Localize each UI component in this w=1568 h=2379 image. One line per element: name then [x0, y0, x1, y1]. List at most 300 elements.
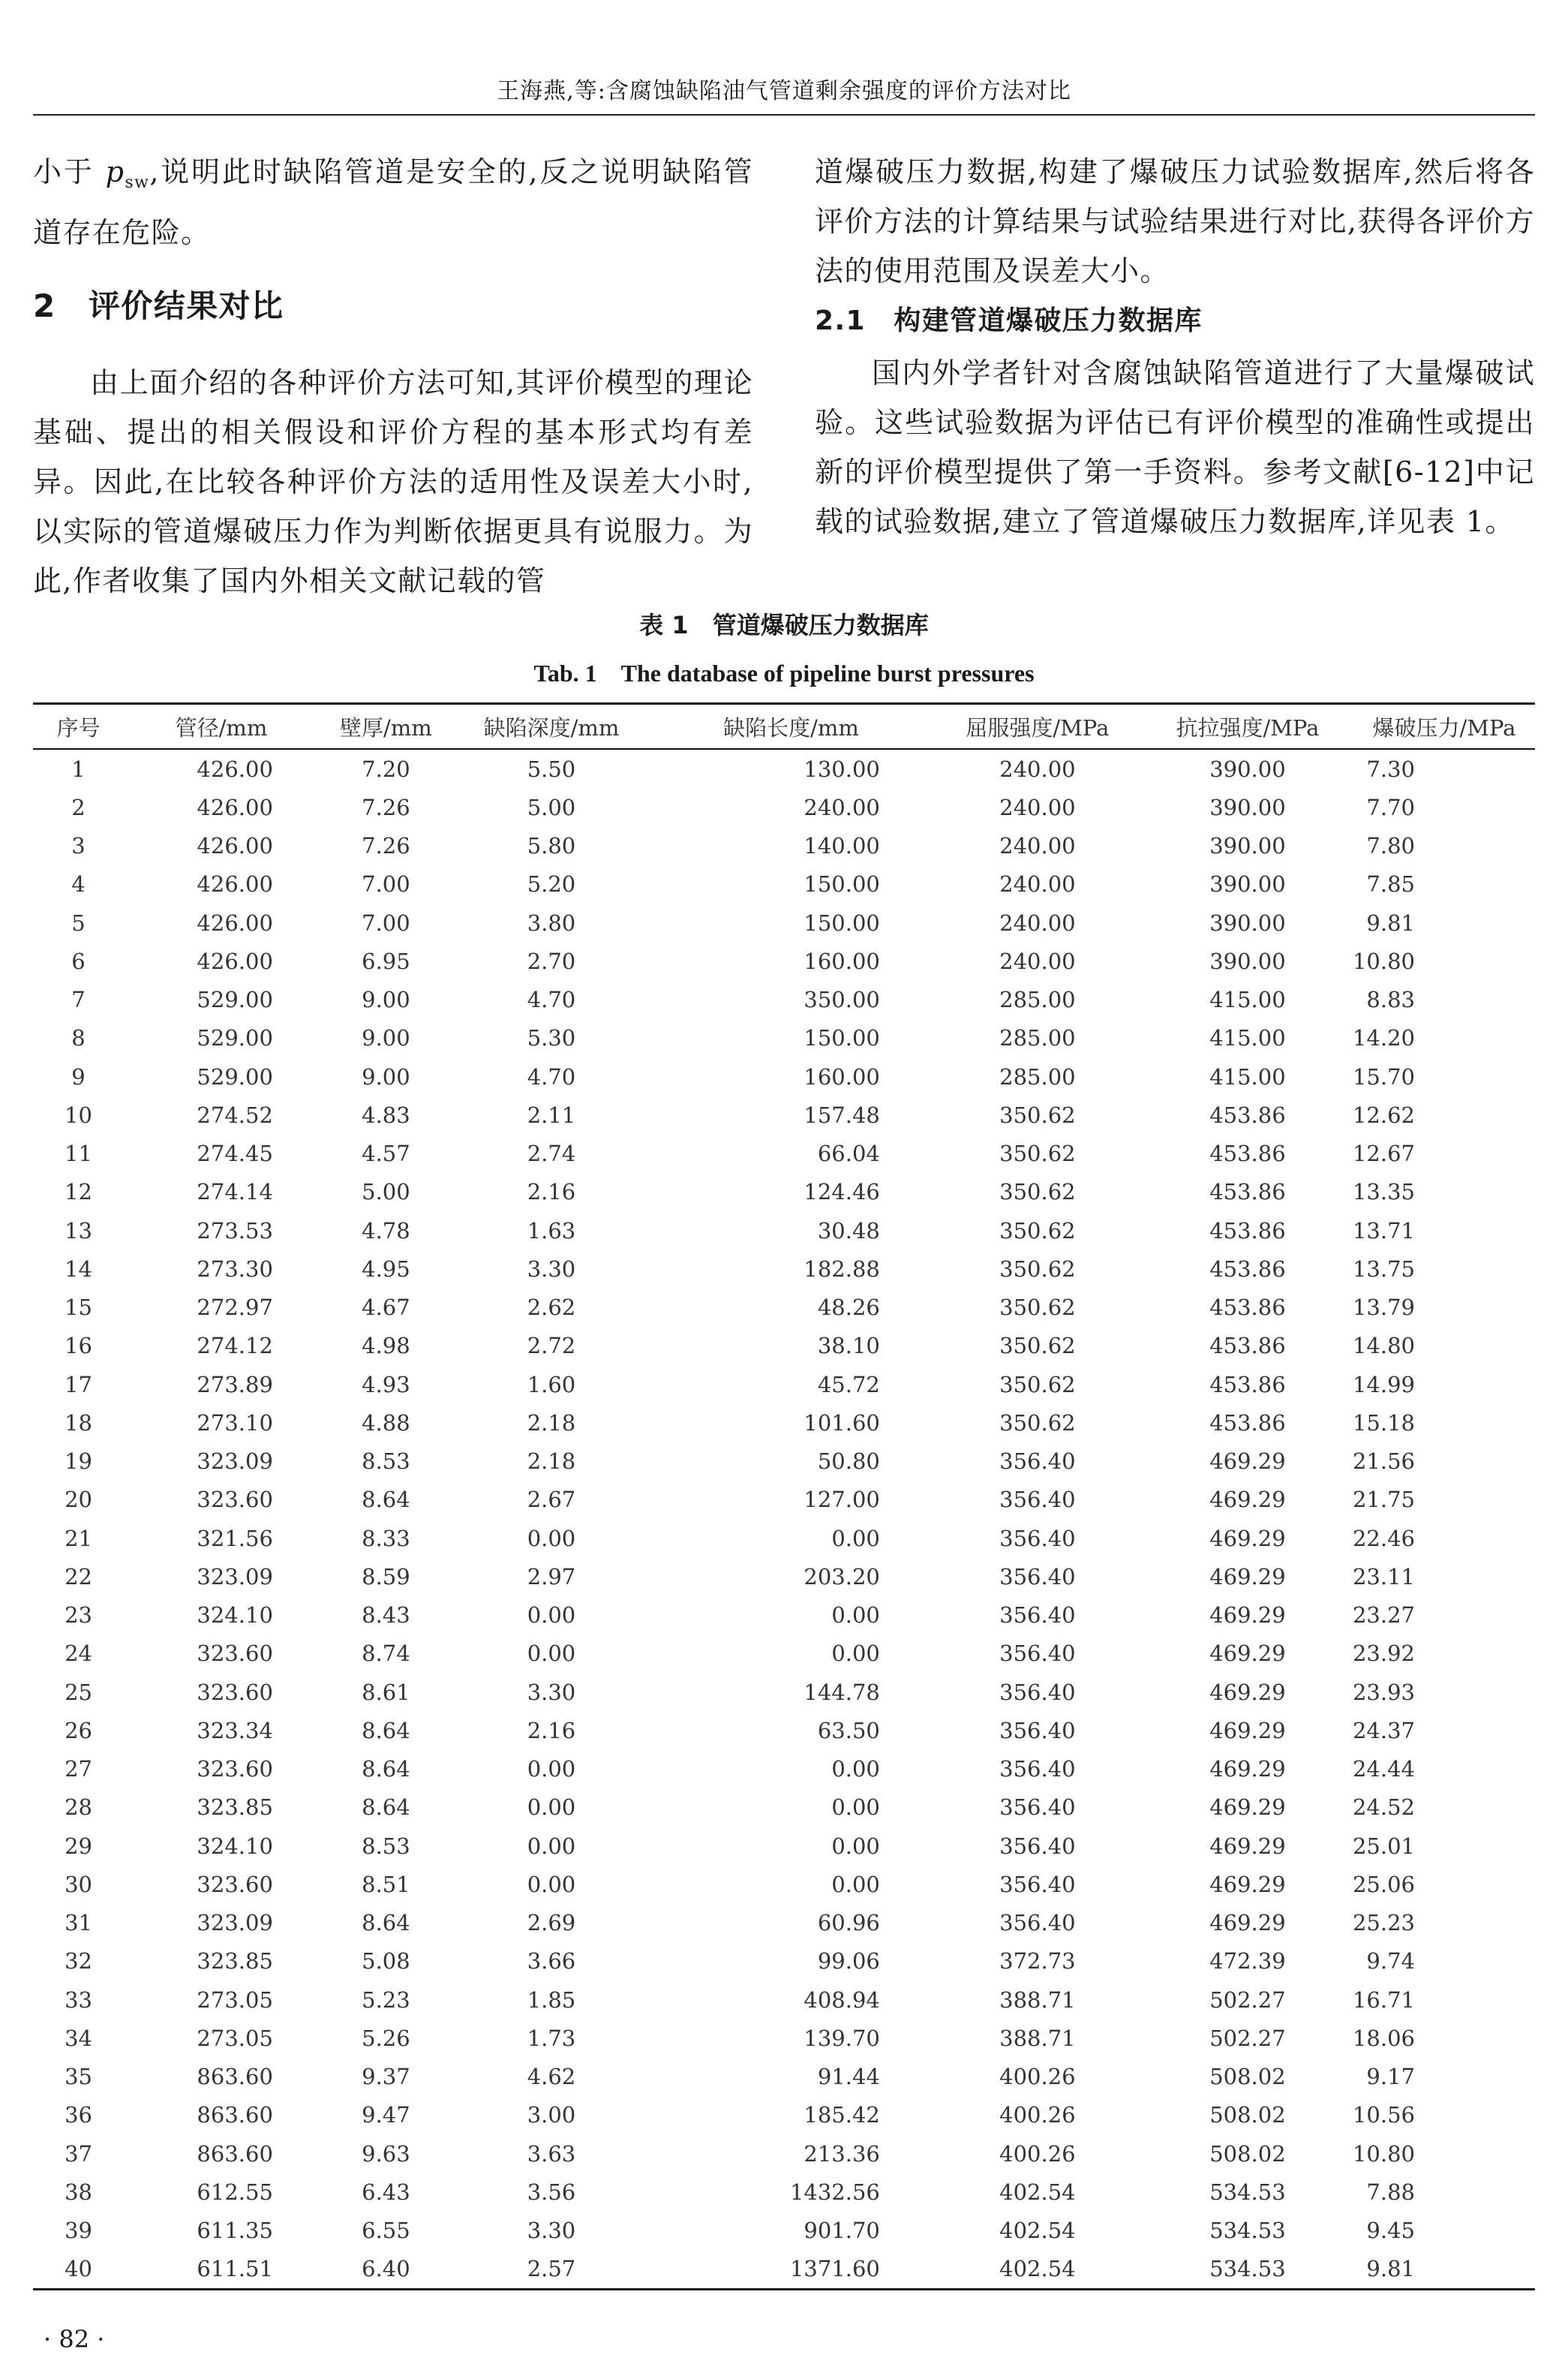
- table-cell: 4.70: [527, 1063, 576, 1090]
- table-cell: 21.75: [1352, 1487, 1415, 1513]
- table-cell: 0.00: [831, 1871, 880, 1897]
- table-cell: 0.00: [831, 1756, 880, 1782]
- table-cell: 99.06: [817, 1948, 880, 1974]
- table-cell: 240.00: [999, 833, 1076, 859]
- table-row: [33, 2173, 1535, 2211]
- table-cell: 529.00: [197, 1025, 273, 1051]
- table-cell: 5.08: [362, 1948, 410, 1974]
- table-cell: 1371.60: [649, 2250, 933, 2290]
- table-cell: 30.48: [817, 1217, 880, 1244]
- table-cell: 150.00: [804, 910, 880, 936]
- table-cell: 5: [71, 910, 86, 936]
- table-cell: 426.00: [197, 833, 273, 859]
- table-cell: 23.92: [1352, 1641, 1415, 1667]
- table-cell: 323.34: [197, 1717, 273, 1743]
- table-row: [33, 2212, 1535, 2250]
- table-row: [33, 1289, 1535, 1327]
- table-cell: 24: [65, 1641, 92, 1667]
- table-cell: 14.20: [1352, 1025, 1415, 1051]
- section-heading: 2 评价结果对比: [33, 287, 284, 324]
- subsection-heading: 2.1 构建管道爆破压力数据库: [815, 305, 1203, 336]
- right-column: [815, 147, 1535, 546]
- table-cell: 21: [65, 1525, 92, 1551]
- table-cell: 9.81: [1353, 2250, 1535, 2290]
- table-row: [33, 749, 1535, 788]
- table-row: [33, 865, 1535, 904]
- table-cell: 9.47: [362, 2102, 410, 2128]
- table-cell: 863.60: [197, 2064, 273, 2090]
- table-cell: 7.30: [1366, 756, 1415, 782]
- column-header: 缺陷长度/mm: [649, 704, 933, 750]
- table-cell: 453.86: [1209, 1409, 1286, 1436]
- table-cell: 8.83: [1366, 987, 1415, 1013]
- table-cell: 91.44: [817, 2064, 880, 2090]
- running-header: 王海燕,等:含腐蚀缺陷油气管道剩余强度的评价方法对比: [497, 78, 1071, 104]
- table-cell: 130.00: [804, 756, 880, 782]
- table-cell: 426.00: [197, 910, 273, 936]
- table-cell: 534.53: [1143, 2250, 1353, 2290]
- table-cell: 323.09: [197, 1563, 273, 1590]
- table-cell: 4.57: [362, 1141, 410, 1167]
- table-row: [33, 1750, 1535, 1788]
- table-cell: 6.40: [318, 2250, 454, 2290]
- table-cell: 7.00: [362, 910, 410, 936]
- table-cell: 0.00: [831, 1833, 880, 1859]
- table-cell: 27: [65, 1756, 92, 1782]
- table-row: [33, 788, 1535, 826]
- table-cell: 16.71: [1352, 1987, 1415, 2013]
- table-cell: 139.70: [804, 2025, 880, 2051]
- table-cell: 14: [65, 1256, 92, 1282]
- table-cell: 388.71: [999, 1987, 1076, 2013]
- table-cell: 323.09: [197, 1910, 273, 1936]
- table-cell: 25: [65, 1679, 92, 1705]
- burst-pressure-table: [33, 702, 1535, 2290]
- table-cell: 8.64: [362, 1717, 410, 1743]
- table-cell: 350.62: [999, 1295, 1076, 1321]
- table-cell: 323.60: [197, 1756, 273, 1782]
- table-cell: 390.00: [1209, 833, 1286, 859]
- table-cell: 356.40: [999, 1602, 1076, 1629]
- table-cell: 9.00: [362, 1063, 410, 1090]
- table-cell: 32: [65, 1948, 92, 1974]
- table-cell: 324.10: [197, 1602, 273, 1629]
- table-cell: 4.95: [362, 1256, 410, 1282]
- table-cell: 3.30: [527, 2218, 576, 2244]
- table-row: [33, 1096, 1535, 1134]
- table-cell: 415.00: [1209, 987, 1286, 1013]
- table-row: [33, 1057, 1535, 1096]
- table-cell: 324.10: [197, 1833, 273, 1859]
- table-cell: 6: [71, 948, 86, 974]
- table-cell: 402.54: [933, 2250, 1143, 2290]
- table-cell: 356.40: [999, 1525, 1076, 1551]
- table-row: [33, 1635, 1535, 1673]
- table-cell: 8.51: [362, 1871, 410, 1897]
- table-cell: 9.17: [1366, 2064, 1415, 2090]
- table-cell: 529.00: [197, 1063, 273, 1090]
- table-cell: 400.26: [999, 2140, 1076, 2167]
- table-cell: 4.67: [362, 1295, 410, 1321]
- table-cell: 350.62: [999, 1141, 1076, 1167]
- table-cell: 7.85: [1366, 871, 1415, 898]
- table-cell: 6.55: [362, 2218, 410, 2244]
- table-cell: 6.43: [362, 2179, 410, 2205]
- table-cell: 18: [65, 1409, 92, 1436]
- table-cell: 9: [71, 1063, 86, 1090]
- table-row: [33, 1673, 1535, 1711]
- table-cell: 2.69: [527, 1910, 576, 1936]
- table-cell: 469.29: [1209, 1833, 1286, 1859]
- table-cell: 502.27: [1209, 2025, 1286, 2051]
- table-cell: 10: [65, 1102, 92, 1128]
- table-cell: 9.37: [362, 2064, 410, 2090]
- table-cell: 60.96: [817, 1910, 880, 1936]
- table-cell: 611.35: [197, 2218, 273, 2244]
- table-cell: 0.00: [527, 1871, 576, 1897]
- table-cell: 127.00: [804, 1487, 880, 1513]
- table-cell: 25.01: [1352, 1833, 1415, 1859]
- table-cell: 0.00: [831, 1525, 880, 1551]
- table-cell: 356.40: [999, 1448, 1076, 1475]
- table-cell: 45.72: [817, 1371, 880, 1397]
- table-cell: 0.00: [527, 1794, 576, 1821]
- table-cell: 22: [65, 1563, 92, 1590]
- table-cell: 30: [65, 1871, 92, 1897]
- table-row: [33, 1135, 1535, 1173]
- table-cell: 24.37: [1352, 1717, 1415, 1743]
- table-cell: 612.55: [197, 2179, 273, 2205]
- table-row: [33, 2019, 1535, 2057]
- table-cell: 323.85: [197, 1794, 273, 1821]
- table-cell: 285.00: [999, 1025, 1076, 1051]
- table-cell: 2.70: [527, 948, 576, 974]
- table-cell: 1.60: [527, 1371, 576, 1397]
- table-cell: 48.26: [817, 1295, 880, 1321]
- table-cell: 356.40: [999, 1563, 1076, 1590]
- table-cell: 17: [65, 1371, 92, 1397]
- table-cell: 453.86: [1209, 1256, 1286, 1282]
- table-cell: 240.00: [999, 756, 1076, 782]
- page-number: · 82 ·: [44, 2325, 105, 2353]
- table-cell: 4.93: [362, 1371, 410, 1397]
- table-cell: 12.62: [1352, 1102, 1415, 1128]
- table-cell: 502.27: [1209, 1987, 1286, 2013]
- table-cell: 469.29: [1209, 1641, 1286, 1667]
- table-cell: 23: [65, 1602, 92, 1629]
- table-cell: 323.60: [197, 1871, 273, 1897]
- table-cell: 274.14: [197, 1179, 273, 1205]
- table-cell: 400.26: [999, 2064, 1076, 2090]
- table-cell: 350.62: [999, 1333, 1076, 1359]
- table-cell: 508.02: [1209, 2102, 1286, 2128]
- table-cell: 11: [65, 1141, 92, 1167]
- table-cell: 3: [71, 833, 86, 859]
- column-header: 抗拉强度/MPa: [1143, 704, 1353, 750]
- table-cell: 285.00: [999, 987, 1076, 1013]
- table-cell: 390.00: [1209, 910, 1286, 936]
- table-cell: 356.40: [999, 1756, 1076, 1782]
- table-row: [33, 1211, 1535, 1250]
- table-cell: 7.26: [362, 794, 410, 820]
- table-cell: 24.44: [1352, 1756, 1415, 1782]
- table-cell: 2.62: [527, 1295, 576, 1321]
- table-cell: 534.53: [1209, 2218, 1286, 2244]
- table-cell: 350.62: [999, 1409, 1076, 1436]
- table-cell: 9.74: [1366, 1948, 1415, 1974]
- table-cell: 415.00: [1209, 1063, 1286, 1090]
- table-cell: 157.48: [804, 1102, 880, 1128]
- table-cell: 8.61: [362, 1679, 410, 1705]
- table-cell: 323.85: [197, 1948, 273, 1974]
- table-cell: 7.80: [1366, 833, 1415, 859]
- table-cell: 356.40: [999, 1679, 1076, 1705]
- table-cell: 508.02: [1209, 2140, 1286, 2167]
- table-cell: 356.40: [999, 1641, 1076, 1667]
- table-cell: 16: [65, 1333, 92, 1359]
- table-cell: 388.71: [999, 2025, 1076, 2051]
- table-row: [33, 2134, 1535, 2173]
- table-row: [33, 1250, 1535, 1288]
- table-cell: 21.56: [1352, 1448, 1415, 1475]
- variable-subscript: sw: [125, 173, 150, 192]
- table-cell: 3.30: [527, 1679, 576, 1705]
- table-cell: 6.95: [362, 948, 410, 974]
- table-cell: 15.18: [1352, 1409, 1415, 1436]
- table-cell: 323.09: [197, 1448, 273, 1475]
- table-cell: 50.80: [817, 1448, 880, 1475]
- table-cell: 5.26: [362, 2025, 410, 2051]
- table-row: [33, 1442, 1535, 1481]
- table-cell: 350.00: [804, 987, 880, 1013]
- table-cell: 13.75: [1352, 1256, 1415, 1282]
- table-cell: 34: [65, 2025, 92, 2051]
- table-caption-cn: 表 1 管道爆破压力数据库: [639, 611, 929, 639]
- table-header-row: [33, 704, 1535, 750]
- table-cell: 8: [71, 1025, 86, 1051]
- table-cell: 124.46: [804, 1179, 880, 1205]
- column-header: 爆破压力/MPa: [1353, 704, 1535, 750]
- table-cell: 22.46: [1352, 1525, 1415, 1551]
- table-cell: 5.23: [362, 1987, 410, 2013]
- body-paragraph-left: 由上面介绍的各种评价方法可知,其评价模型的理论基础、提出的相关假设和评价方程的基本形式均有差异。因此,在比较各种评价方法的适用性及误差大小时,以实际的管道爆破压力作为判断依据更具有说服力。为此,作者收集了国内外相关文献记载的管: [33, 366, 753, 597]
- table-cell: 10.80: [1352, 948, 1415, 974]
- table-cell: 323.60: [197, 1679, 273, 1705]
- table-row: [33, 2058, 1535, 2096]
- table-cell: 19: [65, 1448, 92, 1475]
- table-cell: 3.80: [527, 910, 576, 936]
- table-cell: 453.86: [1209, 1371, 1286, 1397]
- intro-post: ,说明此时缺陷管道是安全的,反之说明缺陷管道存在危险。: [33, 155, 754, 249]
- table-cell: 0.00: [527, 1525, 576, 1551]
- table-cell: 7.20: [362, 756, 410, 782]
- table-cell: 5.00: [362, 1179, 410, 1205]
- table-cell: 25.23: [1352, 1910, 1415, 1936]
- table-cell: 4.98: [362, 1333, 410, 1359]
- table-cell: 185.42: [804, 2102, 880, 2128]
- table-cell: 13: [65, 1217, 92, 1244]
- column-header: 壁厚/mm: [318, 704, 454, 750]
- table-cell: 453.86: [1209, 1333, 1286, 1359]
- table-cell: 15.70: [1352, 1063, 1415, 1090]
- table-cell: 469.29: [1209, 1525, 1286, 1551]
- table-cell: 8.74: [362, 1641, 410, 1667]
- table-cell: 7.70: [1366, 794, 1415, 820]
- table-cell: 5.00: [527, 794, 576, 820]
- table-cell: 273.89: [197, 1371, 273, 1397]
- header-rule: [33, 114, 1535, 116]
- table-cell: 13.79: [1352, 1295, 1415, 1321]
- table-cell: 350.62: [999, 1102, 1076, 1128]
- table-cell: 426.00: [197, 756, 273, 782]
- table-cell: 8.43: [362, 1602, 410, 1629]
- table-cell: 2.16: [527, 1179, 576, 1205]
- table-cell: 240.00: [804, 794, 880, 820]
- table-cell: 9.63: [362, 2140, 410, 2167]
- table-cell: 1: [71, 756, 86, 782]
- table-cell: 469.29: [1209, 1679, 1286, 1705]
- table-cell: 28: [65, 1794, 92, 1821]
- table-cell: 2.72: [527, 1333, 576, 1359]
- table-cell: 63.50: [817, 1717, 880, 1743]
- table-cell: 8.64: [362, 1794, 410, 1821]
- table-cell: 5.30: [527, 1025, 576, 1051]
- table-cell: 356.40: [999, 1717, 1076, 1743]
- table-cell: 453.86: [1209, 1217, 1286, 1244]
- column-header: 序号: [33, 704, 124, 750]
- table-cell: 25.06: [1352, 1871, 1415, 1897]
- table-cell: 469.29: [1209, 1756, 1286, 1782]
- table-cell: 350.62: [999, 1371, 1076, 1397]
- table-row: [33, 1557, 1535, 1596]
- table-cell: 0.00: [527, 1833, 576, 1859]
- table-row: [33, 981, 1535, 1019]
- table-cell: 4.83: [362, 1102, 410, 1128]
- table-row: [33, 1711, 1535, 1749]
- table-cell: 2: [71, 794, 86, 820]
- table-cell: 453.86: [1209, 1141, 1286, 1167]
- table-cell: 2.97: [527, 1563, 576, 1590]
- table-cell: 39: [65, 2218, 92, 2244]
- left-column: [33, 147, 753, 606]
- table-cell: 273.05: [197, 1987, 273, 2013]
- table-cell: 0.00: [831, 1641, 880, 1667]
- table-cell: 1.85: [527, 1987, 576, 2013]
- table-cell: 240.00: [999, 948, 1076, 974]
- table-cell: 863.60: [197, 2102, 273, 2128]
- table-cell: 469.29: [1209, 1563, 1286, 1590]
- table-cell: 36: [65, 2102, 92, 2128]
- table-cell: 2.16: [527, 1717, 576, 1743]
- table-cell: 273.53: [197, 1217, 273, 1244]
- table-cell: 273.30: [197, 1256, 273, 1282]
- table-cell: 35: [65, 2064, 92, 2090]
- column-header: 管径/mm: [124, 704, 318, 750]
- table-cell: 4.78: [362, 1217, 410, 1244]
- table-row: [33, 1980, 1535, 2019]
- table-cell: 3.56: [527, 2179, 576, 2205]
- table-cell: 350.62: [999, 1179, 1076, 1205]
- table-cell: 7.88: [1366, 2179, 1415, 2205]
- table-row: [33, 1942, 1535, 1980]
- table-body: [33, 749, 1535, 2290]
- table-cell: 160.00: [804, 1063, 880, 1090]
- table-cell: 2.67: [527, 1487, 576, 1513]
- table-cell: 26: [65, 1717, 92, 1743]
- table-cell: 8.64: [362, 1487, 410, 1513]
- table-cell: 31: [65, 1910, 92, 1936]
- table-cell: 10.56: [1352, 2102, 1415, 2128]
- table-cell: 15: [65, 1295, 92, 1321]
- table-cell: 3.63: [527, 2140, 576, 2167]
- table-cell: 8.59: [362, 1563, 410, 1590]
- table-cell: 240.00: [999, 910, 1076, 936]
- table-cell: 321.56: [197, 1525, 273, 1551]
- table-cell: 144.78: [804, 1679, 880, 1705]
- table-cell: 863.60: [197, 2140, 273, 2167]
- table-cell: 4.88: [362, 1409, 410, 1436]
- table-cell: 408.94: [804, 1987, 880, 2013]
- table-cell: 20: [65, 1487, 92, 1513]
- table-cell: 24.52: [1352, 1794, 1415, 1821]
- table-cell: 4.62: [527, 2064, 576, 2090]
- table-cell: 38.10: [817, 1333, 880, 1359]
- table-cell: 8.53: [362, 1833, 410, 1859]
- table-cell: 2.11: [527, 1102, 576, 1128]
- table-cell: 323.60: [197, 1641, 273, 1667]
- table-cell: 5.50: [527, 756, 576, 782]
- table-row: [33, 1173, 1535, 1211]
- table-row: [33, 1596, 1535, 1635]
- table-cell: 901.70: [804, 2218, 880, 2244]
- table-cell: 469.29: [1209, 1602, 1286, 1629]
- table-cell: 469.29: [1209, 1794, 1286, 1821]
- table-cell: 3.00: [527, 2102, 576, 2128]
- table-cell: 390.00: [1209, 871, 1286, 898]
- table-cell: 1.73: [527, 2025, 576, 2051]
- table-row: [33, 1827, 1535, 1865]
- table-cell: 3.30: [527, 1256, 576, 1282]
- table-cell: 274.52: [197, 1102, 273, 1128]
- table-cell: 529.00: [197, 987, 273, 1013]
- table-cell: 5.20: [527, 871, 576, 898]
- table-cell: 14.99: [1352, 1371, 1415, 1397]
- table-cell: 9.00: [362, 987, 410, 1013]
- table-cell: 23.11: [1352, 1563, 1415, 1590]
- table-cell: 390.00: [1209, 948, 1286, 974]
- table-cell: 0.00: [527, 1641, 576, 1667]
- table-row: [33, 1904, 1535, 1942]
- table-row: [33, 904, 1535, 942]
- table-cell: 508.02: [1209, 2064, 1286, 2090]
- table-cell: 150.00: [804, 871, 880, 898]
- table-cell: 426.00: [197, 794, 273, 820]
- table-row: [33, 1327, 1535, 1365]
- table-cell: 323.60: [197, 1487, 273, 1513]
- table-cell: 453.86: [1209, 1102, 1286, 1128]
- table-cell: 37: [65, 2140, 92, 2167]
- table-cell: 66.04: [817, 1141, 880, 1167]
- table-cell: 8.64: [362, 1756, 410, 1782]
- table-row: [33, 1019, 1535, 1057]
- table-cell: 4.70: [527, 987, 576, 1013]
- table-cell: 182.88: [804, 1256, 880, 1282]
- table-cell: 2.18: [527, 1448, 576, 1475]
- table-cell: 356.40: [999, 1871, 1076, 1897]
- table-cell: 9.45: [1366, 2218, 1415, 2244]
- table-cell: 240.00: [999, 794, 1076, 820]
- table-cell: 273.05: [197, 2025, 273, 2051]
